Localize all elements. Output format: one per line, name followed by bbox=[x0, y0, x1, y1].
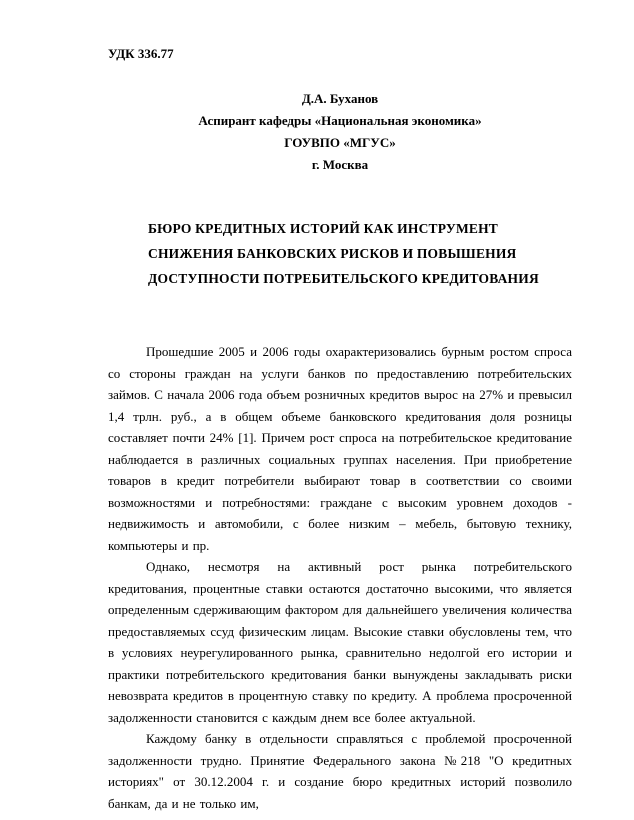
paragraph-2: Однако, несмотря на активный рост рынка потребительского кредитования, процентные ставки остаются достаточно высокими, что является определенным сдерживающим фактором для дальнейшего увеличения количества предоставляемых ссуд физическим лицам. Высокие ставки обусловлены тем, что в условиях неурегулированного рынка, сравнительно недолгой его истории и практики потребительского кредитования банки вынуждены закладывать риски невозврата кредитов в процентную ставку по кредиту. А проблема просроченной задолженности становится с каждым днем все более актуальной. bbox=[108, 559, 572, 725]
author-city: г. Москва bbox=[311, 157, 369, 172]
author-block bbox=[108, 88, 572, 176]
author-organization: ГОУВПО «МГУС» bbox=[284, 135, 396, 150]
paragraph-1: Прошедшие 2005 и 2006 годы охарактеризовались бурным ростом спроса со стороны граждан на услуги банков по предоставлению потребительских займов. С начала 2006 года объем розничных кредитов вырос на 27% и превысил 1,4 трлн. руб., а в общем объеме банковского кредитования доля розницы составляет почти 24% [1]. Причем рост спроса на потребительское кредитование наблюдается в различных социальных группах населения. При приобретение товаров в кредит потребители выбирают товар в соответствии со своими возможностями и потребностями: граждане с высоким уровнем доходов - недвижимость и автомобили, с более низким – мебель, бытовую технику, компьютеры и пр. bbox=[108, 344, 572, 553]
udk-code: УДК 336.77 bbox=[108, 46, 174, 61]
document-body bbox=[108, 341, 572, 814]
author-position: Аспирант кафедры «Национальная экономика» bbox=[198, 113, 482, 128]
author-name: Д.А. Буханов bbox=[301, 91, 379, 106]
document-title: БЮРО КРЕДИТНЫХ ИСТОРИЙ КАК ИНСТРУМЕНТ СНИЖЕНИЯ БАНКОВСКИХ РИСКОВ И ПОВЫШЕНИЯ ДОСТУПНОСТИ ПОТРЕБИТЕЛЬСКОГО КРЕДИТОВАНИЯ bbox=[148, 221, 539, 286]
paragraph-3: Каждому банку в отдельности справляться с проблемой просроченной задолженности трудно. Принятие Федерального закона №218 "О кредитных историях" от 30.12.2004 г. и создание бюро кредитных историй позволило банкам, да и не только им, bbox=[108, 731, 572, 811]
